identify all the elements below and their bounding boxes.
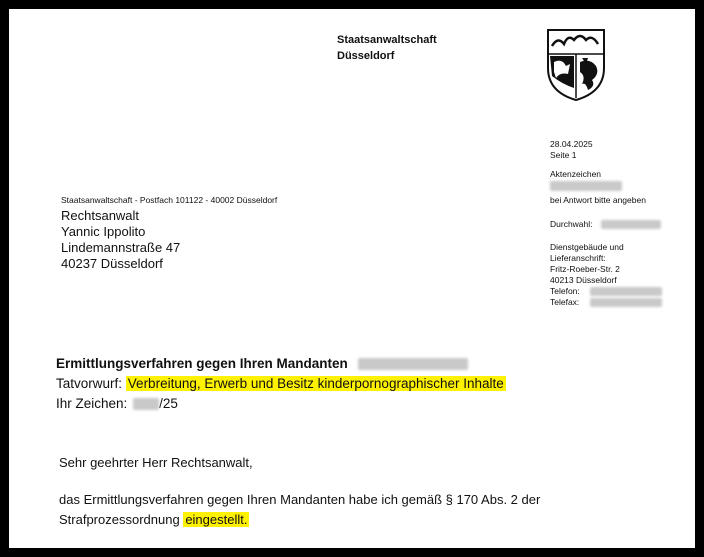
phone-redacted bbox=[590, 287, 662, 296]
reference-label: Aktenzeichen bbox=[550, 169, 602, 179]
subject-block bbox=[56, 354, 506, 414]
fax bbox=[550, 297, 662, 308]
reference-note: bei Antwort bitte angeben bbox=[550, 195, 646, 205]
recipient-line-3: Lindemannstraße 47 bbox=[61, 240, 181, 255]
sender-return-address: Staatsanwaltschaft - Postfach 101122 - 40002 Düsseldorf bbox=[61, 195, 278, 205]
charge-line bbox=[56, 374, 506, 394]
charge-text: Verbreitung, Erwerb und Besitz kinderpornographischer Inhalte bbox=[127, 376, 504, 391]
fax-label: Telefax: bbox=[550, 297, 580, 307]
recipient-line-2: Yannic Ippolito bbox=[61, 224, 146, 239]
dismissal-highlight: eingestellt. bbox=[185, 512, 248, 527]
authority-name bbox=[337, 32, 437, 64]
direct-dial-label: Durchwahl: bbox=[550, 219, 593, 229]
recipient-address bbox=[61, 208, 180, 272]
recipient-line-4: 40237 Düsseldorf bbox=[61, 256, 163, 271]
phone-label: Telefon: bbox=[550, 286, 580, 296]
client-name-redacted bbox=[358, 358, 468, 370]
charge-label: Tatvorwurf: bbox=[56, 376, 123, 391]
office-street: Fritz-Roeber-Str. 2 bbox=[550, 264, 620, 274]
phone bbox=[550, 286, 662, 297]
your-reference-line bbox=[56, 394, 506, 414]
office-label-2: Lieferanschrift: bbox=[550, 253, 606, 263]
letter-date: 28.04.2025 bbox=[550, 139, 593, 149]
your-reference-redacted bbox=[133, 398, 159, 410]
your-reference-label: Ihr Zeichen: bbox=[56, 396, 128, 411]
office-label-1: Dienstgebäude und bbox=[550, 242, 624, 252]
body-paragraph-line-1: das Ermittlungsverfahren gegen Ihren Mandanten habe ich gemäß § 170 Abs. 2 der bbox=[59, 492, 541, 507]
nrw-coat-of-arms-icon bbox=[546, 28, 606, 102]
authority-line-2: Düsseldorf bbox=[337, 50, 395, 62]
office-city: 40213 Düsseldorf bbox=[550, 275, 617, 285]
letter-page bbox=[9, 9, 695, 548]
direct-dial bbox=[550, 219, 661, 230]
your-reference-suffix: /25 bbox=[159, 396, 178, 411]
subject-title: Ermittlungsverfahren gegen Ihren Mandanten bbox=[56, 356, 348, 371]
direct-dial-redacted bbox=[601, 220, 661, 229]
body-paragraph-line-2 bbox=[59, 512, 249, 527]
fax-redacted bbox=[590, 298, 662, 307]
body-paragraph-text: Strafprozessordnung bbox=[59, 512, 180, 527]
page-number: Seite 1 bbox=[550, 150, 577, 160]
subject-title-line bbox=[56, 354, 506, 374]
recipient-line-1: Rechtsanwalt bbox=[61, 208, 140, 223]
reference-redacted bbox=[550, 180, 622, 191]
salutation: Sehr geehrter Herr Rechtsanwalt, bbox=[59, 455, 253, 470]
authority-line-1: Staatsanwaltschaft bbox=[337, 34, 437, 46]
